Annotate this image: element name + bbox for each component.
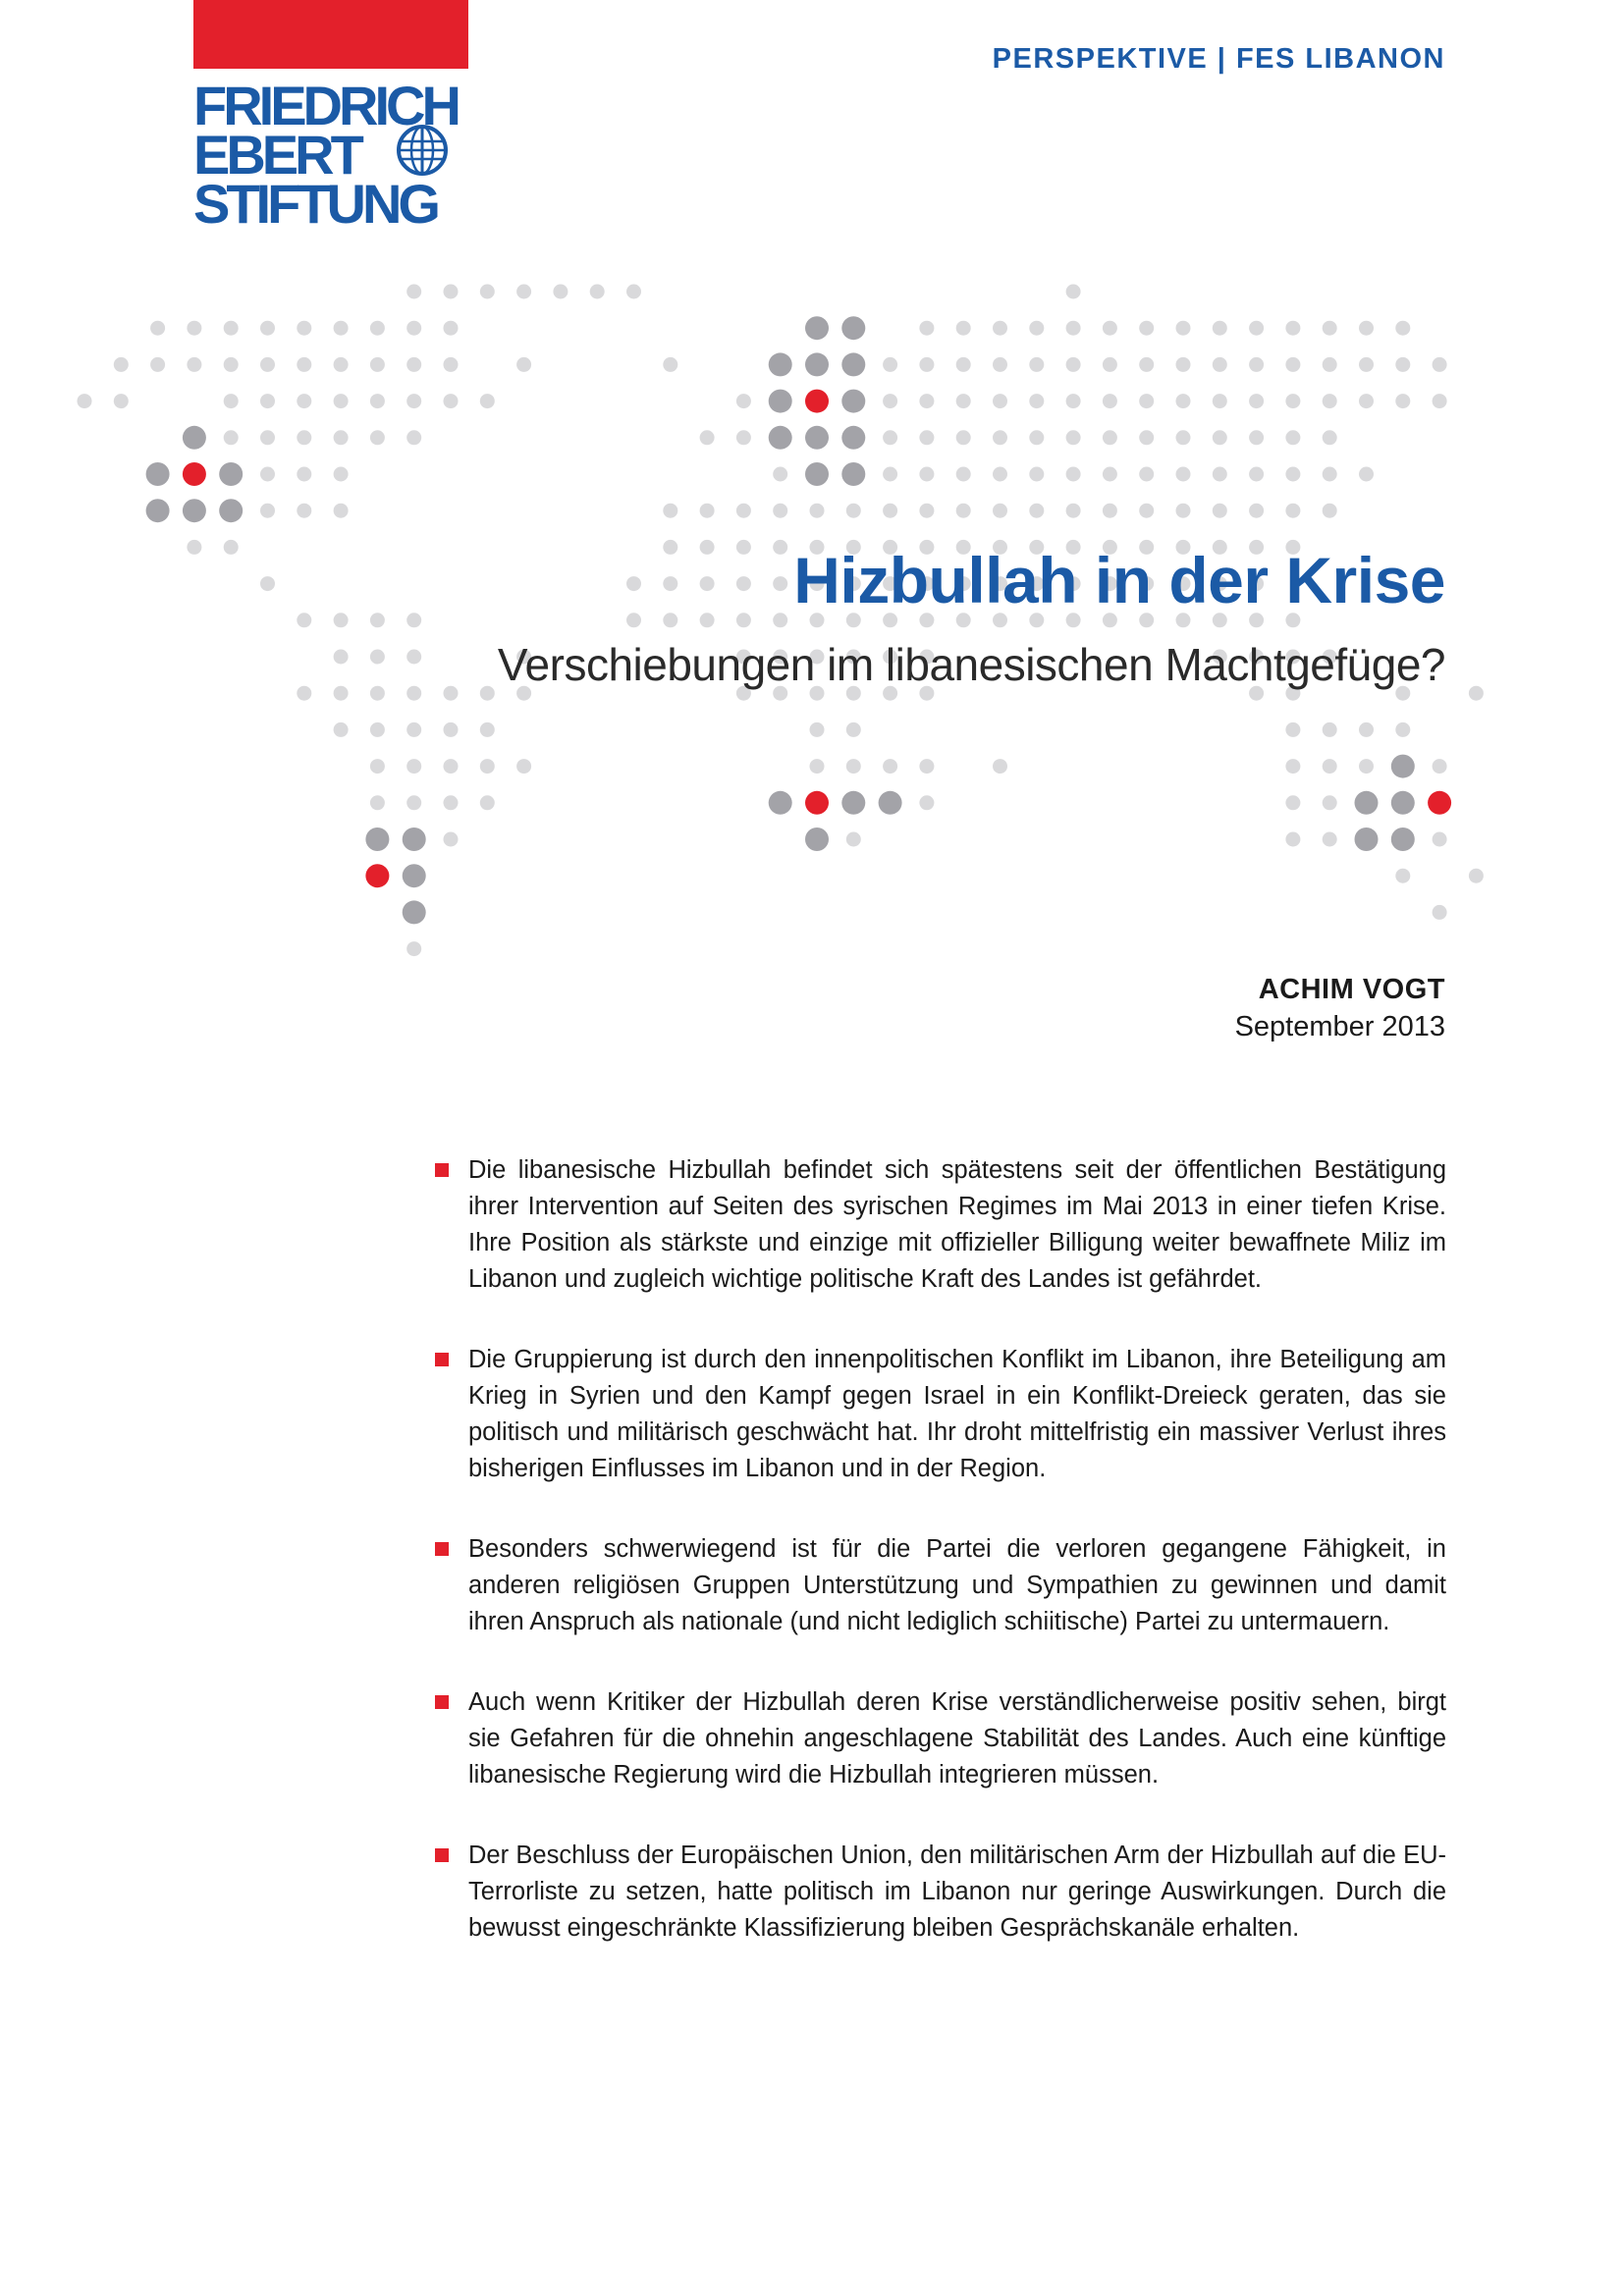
map-dot (773, 540, 787, 555)
map-dot (1249, 467, 1264, 482)
map-dot (1359, 357, 1374, 372)
map-dot (406, 394, 421, 408)
map-dot (1103, 430, 1117, 445)
map-dot (773, 576, 787, 591)
map-dot (334, 430, 349, 445)
dotted-world-map (0, 0, 1624, 1080)
map-dot (1029, 467, 1044, 482)
map-dot (956, 321, 971, 336)
map-dot (1139, 504, 1154, 518)
map-dot (480, 394, 495, 408)
map-dot (1176, 394, 1191, 408)
map-dot (883, 394, 897, 408)
map-dot (553, 285, 568, 299)
map-dot (993, 394, 1007, 408)
map-dot (956, 357, 971, 372)
map-dot (334, 722, 349, 737)
map-dot (444, 832, 459, 847)
map-dot (183, 499, 206, 522)
map-dot (736, 394, 751, 408)
map-dot (700, 540, 715, 555)
summary-text: Die Gruppierung ist durch den innenpolitischen Konflikt im Libanon, ihre Beteiligung am Krieg in Syrien und den Kampf gegen Israel in ein Konflikt-Dreieck geraten, das sie politisch und militärisch geschwächt hat. Ihr droht mittelfristig ein massiver Verlust ihres bisherigen Einflusses im Libanon und in der Region. (468, 1346, 1446, 1482)
map-dot (406, 321, 421, 336)
map-dot (187, 321, 201, 336)
map-dot (1285, 759, 1300, 774)
map-dot (956, 394, 971, 408)
map-dot (1213, 394, 1227, 408)
map-dot (480, 795, 495, 810)
map-dot (919, 430, 934, 445)
map-dot (114, 394, 129, 408)
map-dot (841, 791, 865, 815)
map-dot (1433, 832, 1447, 847)
map-dot (224, 394, 239, 408)
map-dot (1469, 869, 1484, 883)
map-dot (993, 357, 1007, 372)
map-dot (1213, 430, 1227, 445)
map-dot (919, 795, 934, 810)
map-dot (956, 430, 971, 445)
map-dot (260, 467, 275, 482)
map-dot (365, 828, 389, 851)
map-dot (1395, 722, 1410, 737)
map-dot (1433, 759, 1447, 774)
map-dot (736, 430, 751, 445)
summary-list (435, 1152, 1446, 1991)
map-dot (1103, 467, 1117, 482)
map-dot (663, 613, 677, 627)
map-dot (769, 791, 792, 815)
map-dot (297, 686, 311, 701)
map-dot (663, 357, 677, 372)
map-dot (406, 285, 421, 299)
map-dot (334, 613, 349, 627)
map-dot (1213, 357, 1227, 372)
map-dot (1323, 467, 1337, 482)
map-dot (406, 357, 421, 372)
map-dot (406, 759, 421, 774)
summary-text: Besonders schwerwiegend ist für die Partei die verloren gegangene Fähigkeit, in anderen religiösen Gruppen Unterstützung und Sympathien zu gewinnen und damit ihren Anspruch als nationale (und nicht lediglich schiitische) Partei zu untermauern. (468, 1535, 1446, 1635)
summary-item (435, 1342, 1446, 1487)
map-dot (1355, 791, 1379, 815)
map-dot (879, 791, 902, 815)
map-dot (626, 285, 641, 299)
map-dot (406, 650, 421, 665)
map-dot (841, 352, 865, 376)
map-dot (1066, 467, 1081, 482)
map-dot (1103, 321, 1117, 336)
map-dot (1359, 321, 1374, 336)
map-dot (480, 285, 495, 299)
map-dot (297, 430, 311, 445)
map-dot (700, 504, 715, 518)
map-dot (1395, 321, 1410, 336)
map-dot (260, 504, 275, 518)
map-dot (444, 285, 459, 299)
map-dot (1433, 394, 1447, 408)
map-dot (1359, 759, 1374, 774)
map-dot (1213, 504, 1227, 518)
map-dot (1139, 357, 1154, 372)
summary-item (435, 1152, 1446, 1298)
map-dot (700, 430, 715, 445)
bullet-square-icon (435, 1163, 449, 1177)
map-dot (626, 613, 641, 627)
map-dot (1139, 467, 1154, 482)
map-dot (1103, 394, 1117, 408)
map-dot (334, 467, 349, 482)
map-dot (810, 759, 825, 774)
map-dot (260, 430, 275, 445)
map-dot (1066, 430, 1081, 445)
map-dot (805, 316, 829, 340)
map-dot (219, 499, 243, 522)
map-dot (297, 321, 311, 336)
map-dot (956, 467, 971, 482)
map-dot (919, 759, 934, 774)
map-dot (1433, 357, 1447, 372)
map-dot (846, 832, 861, 847)
map-dot (883, 430, 897, 445)
map-dot (1323, 759, 1337, 774)
document-subtitle: Verschiebungen im libanesischen Machtgefüge? (497, 639, 1445, 690)
map-dot (1066, 504, 1081, 518)
map-dot (769, 390, 792, 413)
map-dot (805, 462, 829, 486)
map-dot (1323, 504, 1337, 518)
map-dot (444, 759, 459, 774)
map-dot (1066, 394, 1081, 408)
summary-text: Die libanesische Hizbullah befindet sich spätestens seit der öffentlichen Bestätigung ihrer Intervention auf Seiten des syrischen Regimes im Mai 2013 in einer tiefen Krise. Ihre Position als stärkste und einzige mit offizieller Billigung weiter bewaffnete Miliz im Libanon und zugleich wichtige politische Kraft des Landes ist gefährdet. (468, 1156, 1446, 1293)
map-dot (736, 613, 751, 627)
map-dot (805, 352, 829, 376)
map-dot (1285, 394, 1300, 408)
map-dot (1139, 321, 1154, 336)
map-dot (406, 722, 421, 737)
map-dot (444, 394, 459, 408)
map-dot (1323, 722, 1337, 737)
map-dot (993, 467, 1007, 482)
map-dot (146, 462, 170, 486)
map-dot (841, 316, 865, 340)
map-dot (297, 357, 311, 372)
logo-line-3: STIFTUNG (193, 173, 437, 235)
map-dot (919, 321, 934, 336)
map-dot (1249, 504, 1264, 518)
publication-date: September 2013 (1234, 1011, 1445, 1042)
map-dot (406, 941, 421, 956)
map-dot (993, 430, 1007, 445)
map-dot (773, 467, 787, 482)
map-dot (370, 759, 385, 774)
logo-line-1: FRIEDRICH (193, 75, 458, 136)
map-dot (516, 285, 531, 299)
summary-item (435, 1531, 1446, 1640)
map-dot (810, 504, 825, 518)
map-dot (260, 357, 275, 372)
map-dot (480, 759, 495, 774)
map-dot (444, 321, 459, 336)
map-dot (663, 504, 677, 518)
map-dot (1359, 394, 1374, 408)
map-dot (1285, 722, 1300, 737)
map-dot (1176, 357, 1191, 372)
map-dot (260, 394, 275, 408)
map-dot (370, 722, 385, 737)
map-dot (260, 576, 275, 591)
map-dot (403, 828, 426, 851)
map-dot (334, 504, 349, 518)
map-dot (1176, 467, 1191, 482)
map-dot (1323, 394, 1337, 408)
map-dot (444, 722, 459, 737)
bullet-square-icon (435, 1695, 449, 1709)
map-dot (146, 499, 170, 522)
map-dot (1285, 467, 1300, 482)
map-dot (1395, 869, 1410, 883)
map-dot (516, 759, 531, 774)
map-dot (219, 462, 243, 486)
map-highlight-dot (365, 864, 389, 887)
map-dot (406, 430, 421, 445)
map-dot (1213, 321, 1227, 336)
map-dot (846, 722, 861, 737)
summary-text: Der Beschluss der Europäischen Union, den militärischen Arm der Hizbullah auf die EU-Terrorliste zu setzen, hatte politisch im Libanon nur geringe Auswirkungen. Durch die bewusst eingeschränkte Klassifizierung bleiben Gesprächskanäle erhalten. (468, 1842, 1446, 1942)
map-dot (1285, 357, 1300, 372)
map-dot (334, 321, 349, 336)
map-dot (403, 900, 426, 924)
map-dot (370, 613, 385, 627)
map-dot (1029, 430, 1044, 445)
map-dot (480, 722, 495, 737)
map-dot (663, 540, 677, 555)
map-dot (841, 426, 865, 450)
map-dot (883, 357, 897, 372)
map-dot (993, 759, 1007, 774)
map-dot (736, 576, 751, 591)
map-dot (516, 357, 531, 372)
map-dot (224, 540, 239, 555)
map-dot (1433, 905, 1447, 920)
map-dot (1176, 430, 1191, 445)
map-dot (1176, 504, 1191, 518)
map-dot (883, 504, 897, 518)
map-dot (1391, 791, 1415, 815)
map-highlight-dot (1428, 791, 1451, 815)
map-dot (1249, 394, 1264, 408)
map-dot (1103, 357, 1117, 372)
map-dot (1139, 394, 1154, 408)
map-dot (805, 426, 829, 450)
map-dot (1395, 357, 1410, 372)
map-highlight-dot (805, 791, 829, 815)
map-dot (406, 613, 421, 627)
map-dot (1139, 430, 1154, 445)
map-dot (919, 504, 934, 518)
summary-text: Auch wenn Kritiker der Hizbullah deren Krise verständlicherweise positiv sehen, birgt sie Gefahren für die ohnehin angeschlagene Stabilität des Landes. Auch eine künftige libanesische Regierung wird die Hizbullah integrieren müssen. (468, 1688, 1446, 1789)
map-dot (370, 686, 385, 701)
map-dot (1029, 357, 1044, 372)
author-name: ACHIM VOGT (1258, 974, 1445, 1005)
bullet-square-icon (435, 1848, 449, 1862)
map-dot (1066, 285, 1081, 299)
map-dot (1066, 321, 1081, 336)
map-dot (1285, 430, 1300, 445)
map-dot (841, 462, 865, 486)
map-dot (370, 394, 385, 408)
map-dot (150, 321, 165, 336)
map-dot (334, 394, 349, 408)
map-dot (370, 650, 385, 665)
map-dot (297, 394, 311, 408)
map-dot (370, 795, 385, 810)
map-dot (846, 759, 861, 774)
map-dot (1029, 504, 1044, 518)
map-dot (1323, 795, 1337, 810)
map-dot (1103, 504, 1117, 518)
map-dot (736, 540, 751, 555)
map-dot (1391, 828, 1415, 851)
map-dot (773, 613, 787, 627)
map-dot (78, 394, 92, 408)
map-highlight-dot (183, 462, 206, 486)
map-dot (444, 686, 459, 701)
map-dot (1323, 430, 1337, 445)
map-dot (993, 321, 1007, 336)
logo-line-2: EBERT (193, 124, 360, 186)
map-dot (1323, 832, 1337, 847)
map-dot (1355, 828, 1379, 851)
map-dot (700, 576, 715, 591)
map-dot (334, 650, 349, 665)
series-label: PERSPEKTIVE | FES LIBANON (992, 43, 1445, 75)
map-dot (883, 467, 897, 482)
map-dot (150, 357, 165, 372)
map-dot (769, 426, 792, 450)
bullet-square-icon (435, 1542, 449, 1556)
map-highlight-dot (805, 390, 829, 413)
document-title: Hizbullah in der Krise (793, 544, 1445, 616)
map-dot (114, 357, 129, 372)
map-dot (224, 357, 239, 372)
map-dot (297, 467, 311, 482)
map-dot (183, 426, 206, 450)
summary-item (435, 1684, 1446, 1793)
map-dot (769, 352, 792, 376)
map-dot (805, 828, 829, 851)
map-dot (1285, 321, 1300, 336)
map-dot (370, 321, 385, 336)
map-dot (1066, 357, 1081, 372)
map-dot (919, 394, 934, 408)
map-dot (187, 357, 201, 372)
map-dot (406, 686, 421, 701)
map-dot (883, 759, 897, 774)
map-dot (1359, 722, 1374, 737)
map-dot (406, 795, 421, 810)
map-dot (224, 430, 239, 445)
map-dot (626, 576, 641, 591)
map-dot (370, 357, 385, 372)
map-dot (1323, 357, 1337, 372)
map-dot (1285, 832, 1300, 847)
map-dot (297, 504, 311, 518)
map-dot (846, 504, 861, 518)
map-dot (1029, 394, 1044, 408)
map-dot (736, 504, 751, 518)
map-dot (260, 321, 275, 336)
map-dot (1323, 321, 1337, 336)
map-dot (1249, 357, 1264, 372)
map-dot (444, 357, 459, 372)
map-dot (841, 390, 865, 413)
map-dot (370, 430, 385, 445)
map-dot (1213, 467, 1227, 482)
map-dot (480, 686, 495, 701)
map-dot (663, 576, 677, 591)
map-dot (187, 540, 201, 555)
map-dot (1249, 430, 1264, 445)
map-dot (993, 504, 1007, 518)
map-dot (1359, 467, 1374, 482)
map-dot (1029, 321, 1044, 336)
map-dot (773, 504, 787, 518)
map-dot (1469, 686, 1484, 701)
map-dot (224, 321, 239, 336)
map-dot (700, 613, 715, 627)
map-dot (1249, 321, 1264, 336)
map-dot (1285, 795, 1300, 810)
map-dot (590, 285, 605, 299)
map-dot (1285, 504, 1300, 518)
map-dot (1395, 394, 1410, 408)
map-dot (403, 864, 426, 887)
map-dot (334, 686, 349, 701)
map-dot (956, 504, 971, 518)
map-dot (297, 613, 311, 627)
summary-item (435, 1838, 1446, 1947)
map-dot (1176, 321, 1191, 336)
map-dot (1391, 755, 1415, 778)
map-dot (919, 357, 934, 372)
map-dot (810, 722, 825, 737)
map-dot (334, 357, 349, 372)
bullet-square-icon (435, 1353, 449, 1366)
map-dot (919, 467, 934, 482)
map-dot (444, 795, 459, 810)
